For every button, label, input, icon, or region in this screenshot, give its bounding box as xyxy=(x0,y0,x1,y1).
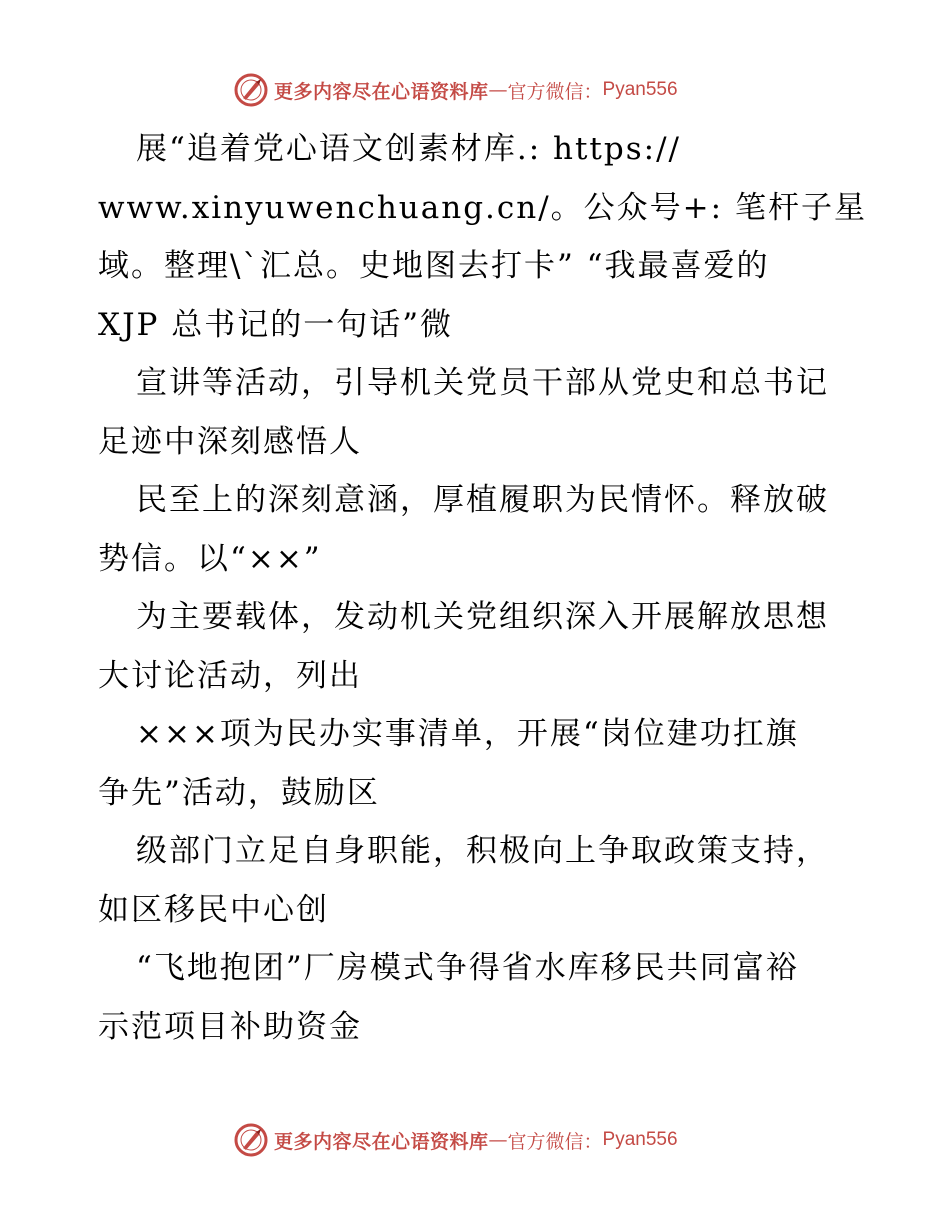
watermark-wechat-id: Pyan556 xyxy=(602,79,678,100)
text-line: “飞地抱团”厂房模式争得省水库移民共同富裕 xyxy=(136,950,799,986)
watermark-wechat-id: Pyan556 xyxy=(602,1129,678,1150)
text-line: ×××项为民办实事清单，开展“岗位建功扛旗 xyxy=(136,716,799,752)
watermark-dash: — xyxy=(488,79,508,101)
header-watermark xyxy=(0,70,950,110)
text-line: 宣讲等活动，引导机关党员干部从党史和总书记 xyxy=(136,365,829,401)
text-line: 民至上的深刻意涵，厚植履职为民情怀。释放破 xyxy=(136,482,829,518)
text-line: 大讨论活动，列出 xyxy=(98,657,362,694)
text-line: www.xinyuwenchuang.cn/。公众号+: 笔杆子星 xyxy=(98,189,867,226)
text-line: 如区移民中心创 xyxy=(98,891,329,928)
text-line: 争先”活动，鼓励区 xyxy=(98,774,380,811)
text-line: 级部门立足自身职能，积极向上争取政策支持， xyxy=(136,833,829,869)
document-body xyxy=(98,120,867,1056)
quill-logo-icon xyxy=(234,1123,268,1157)
text-line: 示范项目补助资金 xyxy=(98,1008,362,1045)
text-line: 域。整理\`汇总。史地图去打卡” “我最喜爱的 xyxy=(98,248,770,284)
quill-logo-icon xyxy=(234,73,268,107)
text-line: 足迹中深刻感悟人 xyxy=(98,423,362,460)
text-line: 展“追着党心语文创素材库.: https:// xyxy=(136,131,681,167)
text-line: 为主要载体，发动机关党组织深入开展解放思想 xyxy=(136,599,829,635)
watermark-wechat-label: 官方微信： xyxy=(507,80,603,103)
watermark-slogan: 更多内容尽在心语资料库 xyxy=(274,1130,489,1153)
watermark-wechat-label: 官方微信： xyxy=(507,1130,603,1153)
text-line: 势信。以“××” xyxy=(98,540,322,577)
watermark-dash: — xyxy=(488,1129,508,1151)
footer-watermark xyxy=(0,1120,950,1160)
text-line: XJP 总书记的一句话”微 xyxy=(98,306,454,343)
watermark-slogan: 更多内容尽在心语资料库 xyxy=(274,80,489,103)
